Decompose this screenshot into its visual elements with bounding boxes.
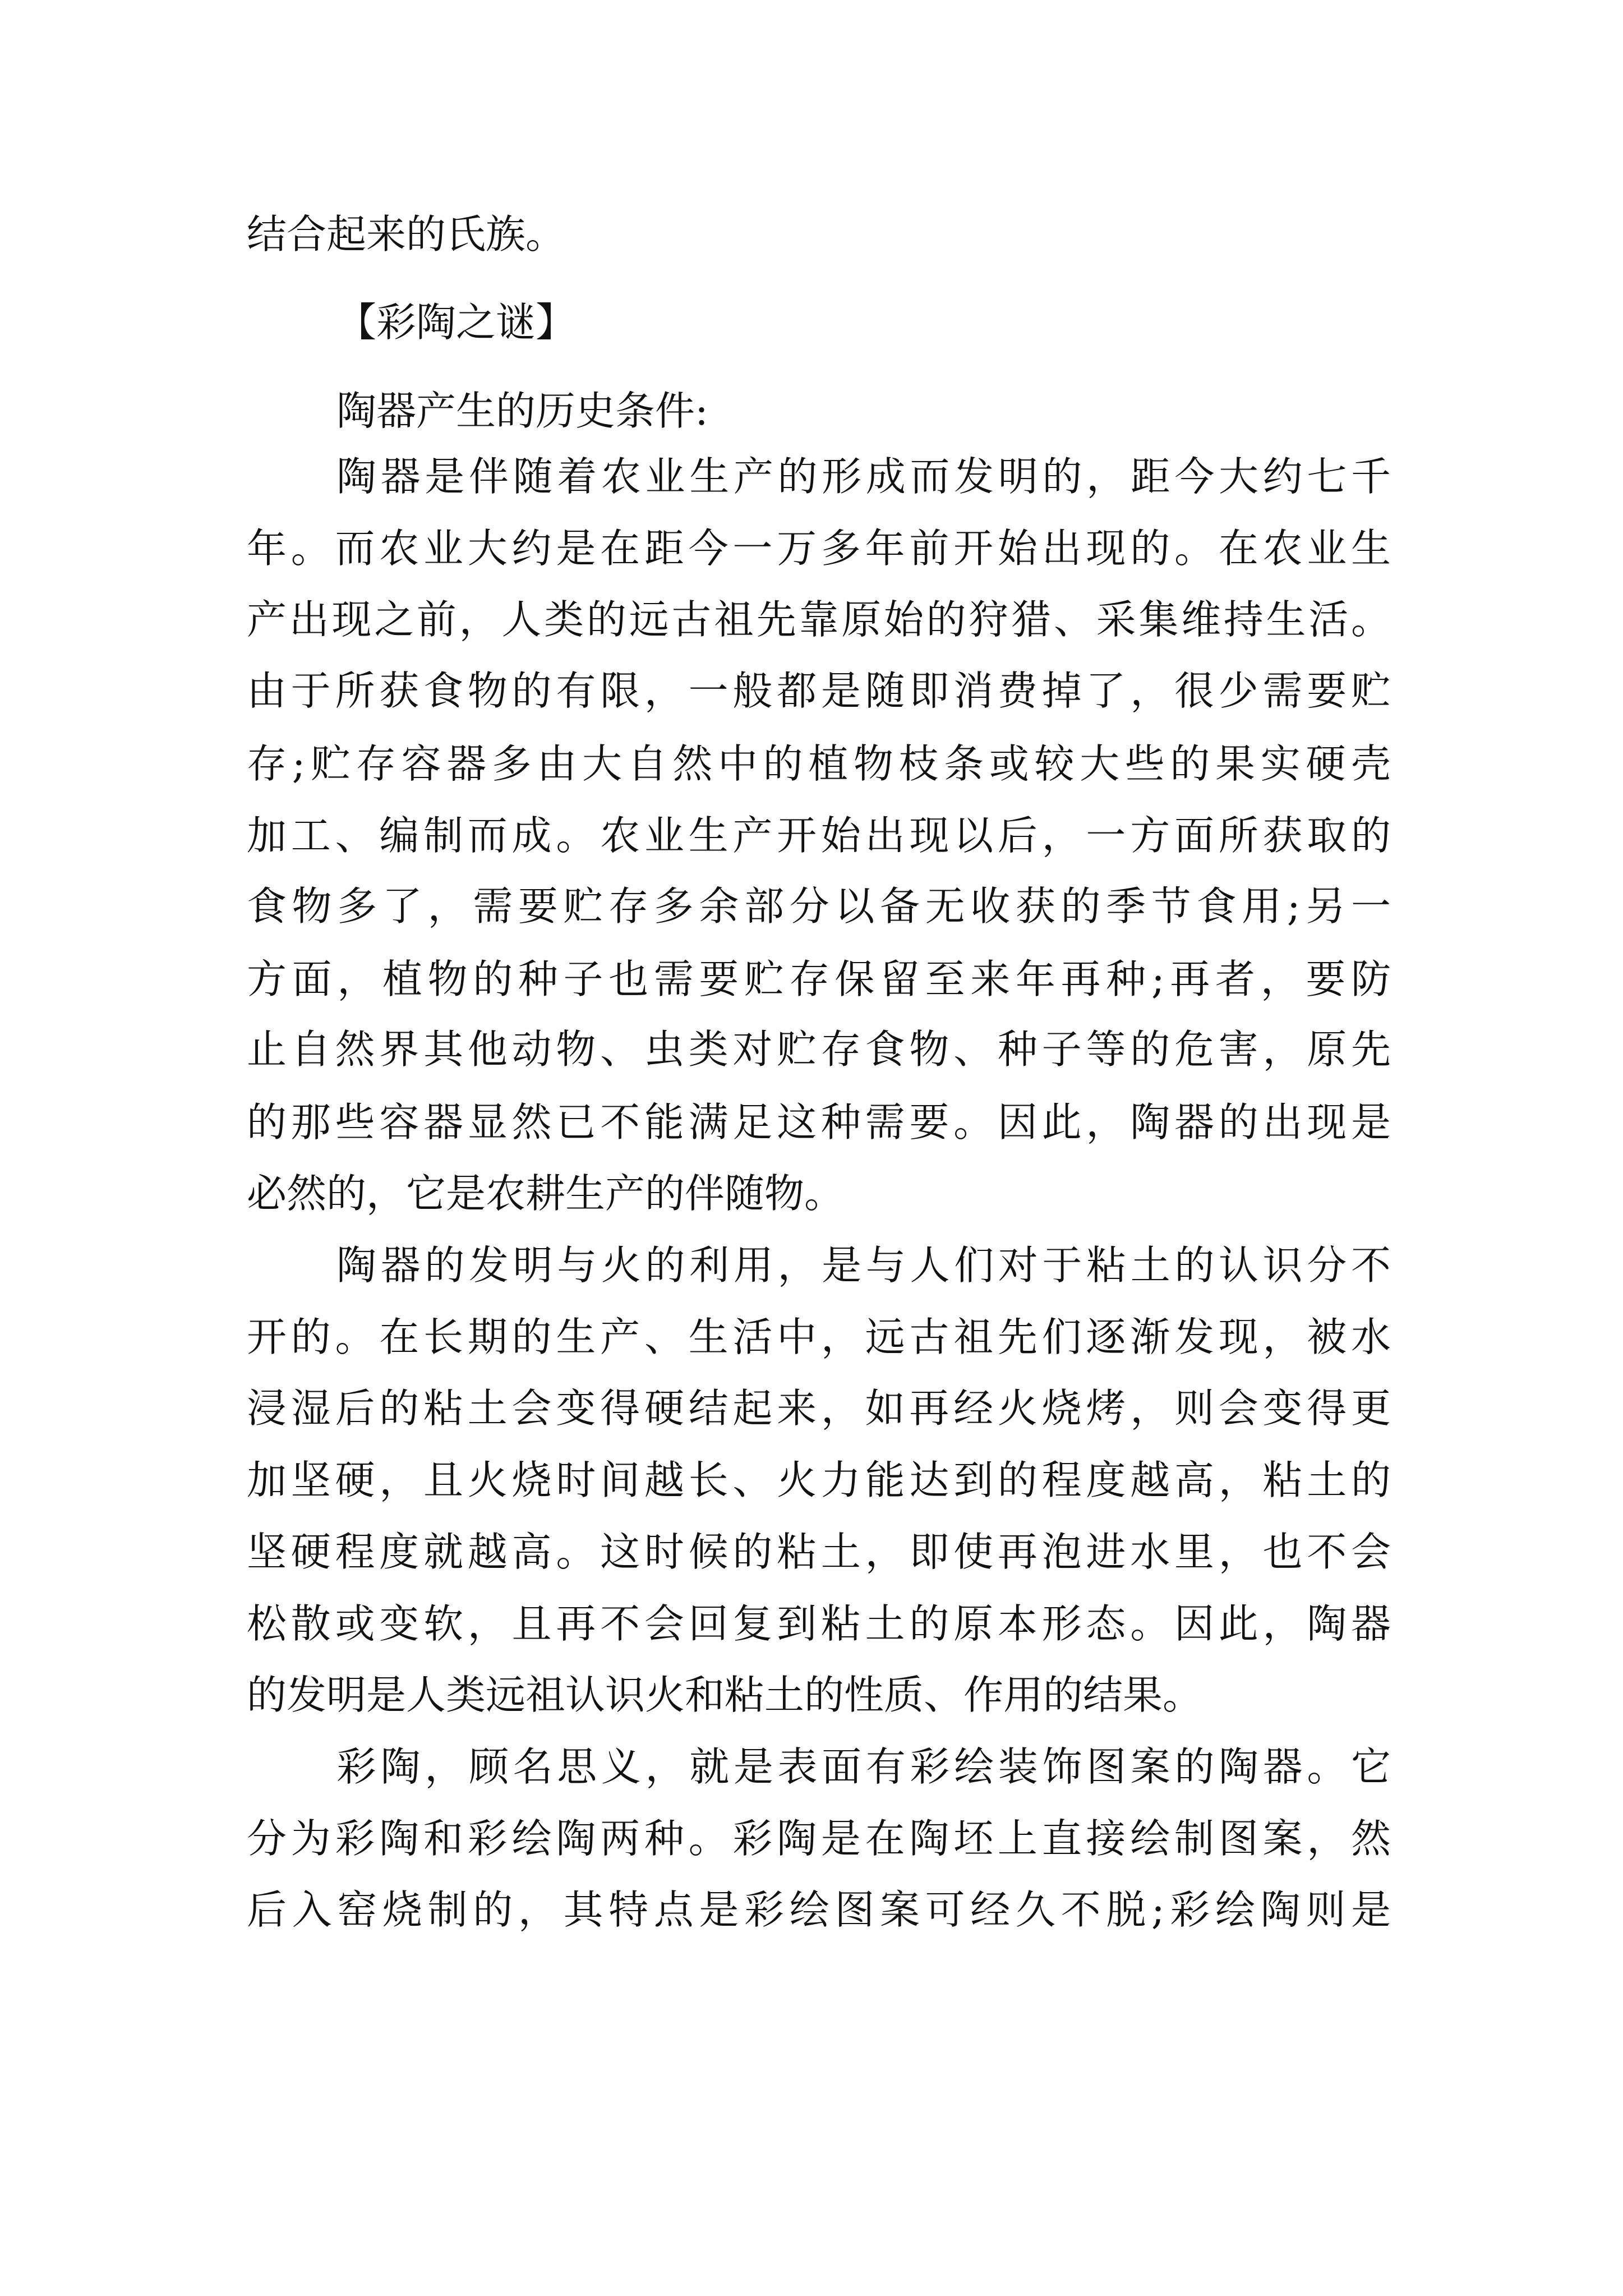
paragraph-line: 止自然界其他动物、虫类对贮存食物、种子等的危害，原先 — [247, 1026, 1391, 1073]
paragraph-line: 的发明是人类远祖认识火和粘土的性质、作用的结果。 — [247, 1672, 1203, 1718]
paragraph-line: 加工、编制而成。农业生产开始出现以后，一方面所获取的 — [247, 812, 1391, 859]
paragraph-line: 存;贮存容器多由大自然中的植物枝条或较大些的果实硬壳 — [247, 740, 1391, 787]
section-heading: 【彩陶之谜】 — [336, 299, 576, 346]
paragraph-line: 浸湿后的粘土会变得硬结起来，如再经火烧烤，则会变得更 — [247, 1385, 1391, 1432]
paragraph-line: 松散或变软，且再不会回复到粘土的原本形态。因此，陶器 — [247, 1600, 1391, 1647]
paragraph-line: 由于所获食物的有限，一般都是随即消费掉了，很少需要贮 — [247, 668, 1391, 714]
subheading: 陶器产生的历史条件: — [336, 388, 708, 434]
paragraph-line: 开的。在长期的生产、生活中，远古祖先们逐渐发现，被水 — [247, 1314, 1391, 1360]
paragraph-line: 陶器的发明与火的利用，是与人们对于粘土的认识分不 — [336, 1242, 1391, 1289]
paragraph-line: 坚硬程度就越高。这时候的粘土，即使再泡进水里，也不会 — [247, 1529, 1391, 1575]
text-line: 结合起来的氏族。 — [247, 211, 566, 257]
paragraph-line: 陶器是伴随着农业生产的形成而发明的，距今大约七千 — [336, 453, 1391, 500]
paragraph-line: 分为彩陶和彩绘陶两种。彩陶是在陶坯上直接绘制图案，然 — [247, 1815, 1391, 1862]
paragraph-line: 的那些容器显然已不能满足这种需要。因此，陶器的出现是 — [247, 1099, 1391, 1145]
paragraph-line: 产出现之前，人类的远古祖先靠原始的狩猎、采集维持生活。 — [247, 596, 1391, 643]
paragraph-line: 年。而农业大约是在距今一万多年前开始出现的。在农业生 — [247, 525, 1391, 572]
paragraph-line: 方面，植物的种子也需要贮存保留至来年再种;再者，要防 — [247, 956, 1391, 1002]
paragraph-line: 必然的，它是农耕生产的伴随物。 — [247, 1170, 845, 1217]
paragraph-line: 加坚硬，且火烧时间越长、火力能达到的程度越高，粘土的 — [247, 1457, 1391, 1503]
paragraph-line: 后入窑烧制的，其特点是彩绘图案可经久不脱;彩绘陶则是 — [247, 1887, 1391, 1933]
paragraph-line: 彩陶，顾名思义，就是表面有彩绘装饰图案的陶器。它 — [336, 1743, 1391, 1790]
paragraph-line: 食物多了，需要贮存多余部分以备无收获的季节食用;另一 — [247, 883, 1391, 930]
